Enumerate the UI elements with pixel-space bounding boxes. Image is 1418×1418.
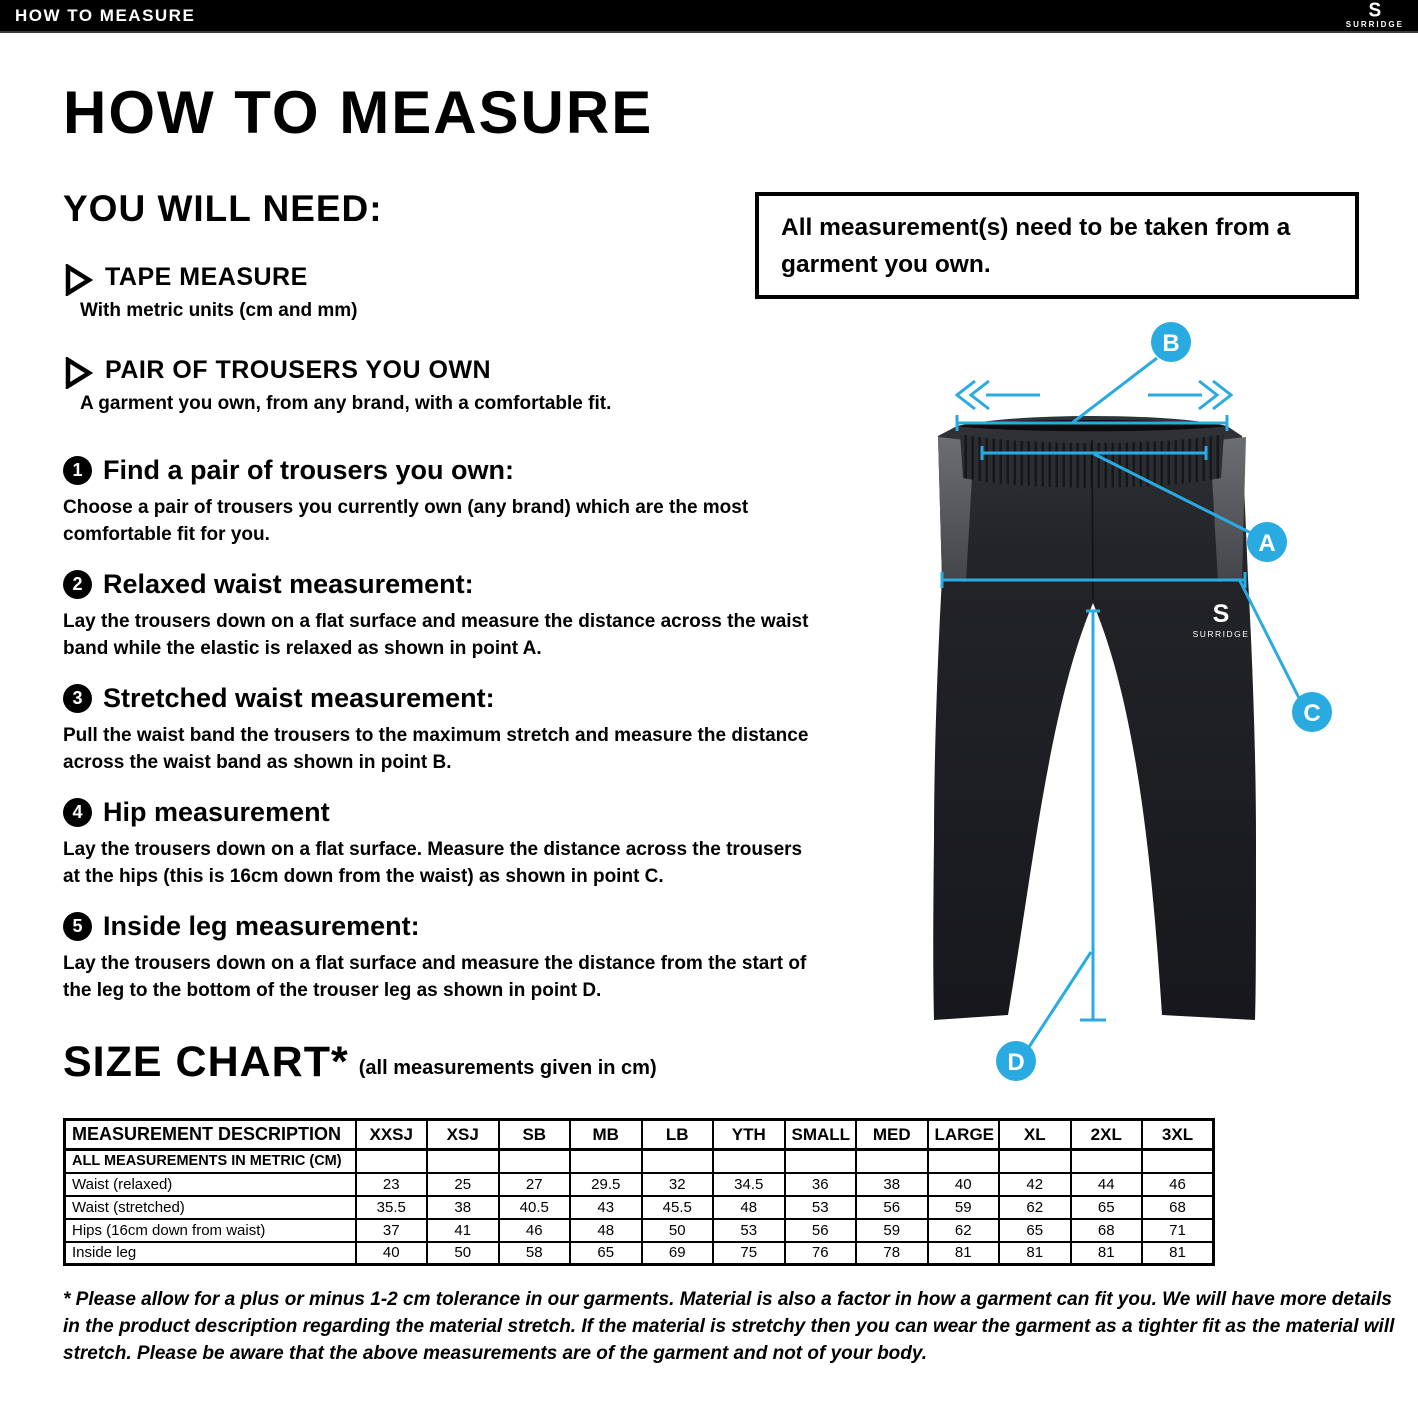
size-chart-cell <box>1142 1150 1214 1173</box>
size-chart-cell: 68 <box>1071 1219 1143 1242</box>
size-chart-header-size: LARGE <box>928 1120 1000 1150</box>
size-chart-cell: 48 <box>713 1196 785 1219</box>
size-chart-cell: 29.5 <box>570 1173 642 1196</box>
size-chart-metric-row <box>65 1150 1214 1173</box>
trousers-brand-wordmark: SURRIDGE <box>1192 629 1250 639</box>
triangle-bullet-icon <box>63 357 93 389</box>
size-chart-header-size: YTH <box>713 1120 785 1150</box>
step-description: Choose a pair of trousers you currently own (any brand) which are the most comfortable fit for you. <box>63 497 749 545</box>
size-chart-cell <box>642 1150 714 1173</box>
size-chart-cell: 38 <box>856 1173 928 1196</box>
size-chart-header-size: LB <box>642 1120 714 1150</box>
size-chart-cell: 43 <box>570 1196 642 1219</box>
size-chart-cell: 42 <box>999 1173 1071 1196</box>
size-chart-heading <box>63 1040 657 1084</box>
size-chart-header-size: 2XL <box>1071 1120 1143 1150</box>
size-chart-cell: 53 <box>785 1196 857 1219</box>
point-d-leader-line <box>1029 952 1091 1047</box>
step-number-badge: 2 <box>63 570 92 599</box>
trousers-diagram <box>890 320 1360 1090</box>
size-chart-row-label: Inside leg <box>65 1242 356 1265</box>
surridge-s-icon: S <box>1368 0 1382 22</box>
size-chart-cell: 65 <box>999 1219 1071 1242</box>
size-chart-header-size: XL <box>999 1120 1071 1150</box>
top-bar <box>0 0 1418 33</box>
size-chart-cell: 76 <box>785 1242 857 1265</box>
size-chart-cell: 71 <box>1142 1219 1214 1242</box>
size-chart-body <box>65 1150 1214 1265</box>
size-chart-cell <box>856 1150 928 1173</box>
size-chart-cell: 44 <box>1071 1173 1143 1196</box>
step-description: Lay the trousers down on a flat surface and measure the distance from the start of the leg to the bottom of the trouser leg as shown in point D. <box>63 953 807 1001</box>
surridge-s-icon: S <box>1212 600 1230 628</box>
size-chart-cell: 45.5 <box>642 1196 714 1219</box>
step-title: Find a pair of trousers you own: <box>103 455 515 485</box>
step-number-badge: 4 <box>63 798 92 827</box>
size-chart-cell: 65 <box>1071 1196 1143 1219</box>
step-5 <box>63 908 843 1004</box>
size-chart-cell: 40.5 <box>499 1196 571 1219</box>
step-title: Inside leg measurement: <box>103 911 420 941</box>
size-chart-table <box>63 1118 1215 1266</box>
size-chart-cell <box>499 1150 571 1173</box>
size-chart-cell: 62 <box>999 1196 1071 1219</box>
size-chart-cell: 81 <box>1071 1242 1143 1265</box>
tolerance-footnote: * Please allow for a plus or minus 1-2 cm tolerance in our garments. Material is also a factor in how a garment can fit you. We will have more details in the product description regarding the material stretch. If the material is stretchy then you can wear the garment as a tighter fit as the material will stretch. Please be aware that the above measurements are of the garment and not of your body. <box>63 1289 1395 1364</box>
size-chart-cell <box>356 1150 428 1173</box>
size-chart-cell: 36 <box>785 1173 857 1196</box>
step-description: Pull the waist band the trousers to the maximum stretch and measure the distance across the waist band as shown in point B. <box>63 725 809 773</box>
size-chart-cell: 32 <box>642 1173 714 1196</box>
point-label-a: A <box>1258 530 1276 557</box>
step-description: Lay the trousers down on a flat surface. Measure the distance across the trousers at the hips (this is 16cm down from the waist) as shown in point C. <box>63 839 803 887</box>
size-chart-cell <box>713 1150 785 1173</box>
size-chart-cell: 59 <box>928 1196 1000 1219</box>
need-item-description: A garment you own, from any brand, with a comfortable fit. <box>80 393 612 414</box>
step-title: Relaxed waist measurement: <box>103 569 474 599</box>
size-chart-cell: 78 <box>856 1242 928 1265</box>
point-label-d: D <box>1007 1049 1025 1076</box>
size-chart-cell: 81 <box>999 1242 1071 1265</box>
size-chart-row <box>65 1196 1214 1219</box>
size-chart-header-size: SMALL <box>785 1120 857 1150</box>
size-chart-cell: 56 <box>856 1196 928 1219</box>
size-chart-header-size: MB <box>570 1120 642 1150</box>
step-title: Hip measurement <box>103 797 330 827</box>
size-chart-header-size: XSJ <box>427 1120 499 1150</box>
size-chart-cell: 37 <box>356 1219 428 1242</box>
size-chart-cell: 69 <box>642 1242 714 1265</box>
size-chart-cell: ALL MEASUREMENTS IN METRIC (CM) <box>65 1150 356 1173</box>
size-chart-row-label: Waist (stretched) <box>65 1196 356 1219</box>
page-title: HOW TO MEASURE <box>63 79 654 146</box>
size-chart-header-size: MED <box>856 1120 928 1150</box>
size-chart-cell <box>785 1150 857 1173</box>
size-chart-row-label: Waist (relaxed) <box>65 1173 356 1196</box>
size-chart-cell: 65 <box>570 1242 642 1265</box>
step-title: Stretched waist measurement: <box>103 683 495 713</box>
size-chart-cell: 58 <box>499 1242 571 1265</box>
point-label-c: C <box>1303 700 1321 727</box>
need-item-trousers <box>63 355 683 417</box>
size-chart-cell: 46 <box>499 1219 571 1242</box>
size-chart-header-size: SB <box>499 1120 571 1150</box>
size-chart-cell <box>1071 1150 1143 1173</box>
size-chart-cell: 38 <box>427 1196 499 1219</box>
size-chart-cell: 25 <box>427 1173 499 1196</box>
step-description: Lay the trousers down on a flat surface and measure the distance across the waist band while the elastic is relaxed as shown in point A. <box>63 611 809 659</box>
inside-leg-measure-line <box>1080 611 1106 1020</box>
step-2 <box>63 566 843 662</box>
size-chart-cell <box>999 1150 1071 1173</box>
triangle-bullet-icon <box>63 264 93 296</box>
surridge-wordmark: SURRIDGE <box>1345 20 1404 29</box>
size-chart-header-description: MEASUREMENT DESCRIPTION <box>65 1120 356 1150</box>
size-chart-cell: 62 <box>928 1219 1000 1242</box>
size-chart-cell: 23 <box>356 1173 428 1196</box>
topbar-title: HOW TO MEASURE <box>15 5 196 25</box>
size-chart-cell: 48 <box>570 1219 642 1242</box>
point-b-leader-line <box>1072 358 1157 423</box>
size-chart-row-label: Hips (16cm down from waist) <box>65 1219 356 1242</box>
size-chart-cell: 35.5 <box>356 1196 428 1219</box>
size-chart-cell: 41 <box>427 1219 499 1242</box>
size-chart-header-size: 3XL <box>1142 1120 1214 1150</box>
size-chart-cell: 56 <box>785 1219 857 1242</box>
size-chart-cell <box>427 1150 499 1173</box>
step-3 <box>63 680 843 776</box>
size-chart-cell: 34.5 <box>713 1173 785 1196</box>
need-item-title: TAPE MEASURE <box>105 263 308 291</box>
steps-list <box>63 452 843 1022</box>
step-number-badge: 3 <box>63 684 92 713</box>
you-will-need-heading: YOU WILL NEED: <box>63 188 383 229</box>
size-chart-row <box>65 1242 1214 1265</box>
size-chart-row <box>65 1173 1214 1196</box>
size-chart-cell: 46 <box>1142 1173 1214 1196</box>
size-chart-cell: 81 <box>928 1242 1000 1265</box>
step-4 <box>63 794 843 890</box>
need-item-tape-measure <box>63 262 683 324</box>
size-chart-cell <box>928 1150 1000 1173</box>
trouser-center-seam <box>1092 440 1093 600</box>
size-chart-cell: 27 <box>499 1173 571 1196</box>
stretch-arrow-right-icon <box>1148 381 1231 409</box>
surridge-logo <box>1346 1 1404 29</box>
note-box <box>755 192 1359 299</box>
you-will-need-section <box>63 188 683 448</box>
size-chart-cell: 68 <box>1142 1196 1214 1219</box>
size-chart-cell: 59 <box>856 1219 928 1242</box>
point-label-b: B <box>1162 330 1180 357</box>
size-chart-row <box>65 1219 1214 1242</box>
stretch-arrow-left-icon <box>957 381 1040 409</box>
size-chart-cell: 50 <box>427 1242 499 1265</box>
need-item-description: With metric units (cm and mm) <box>80 300 358 321</box>
step-number-badge: 1 <box>63 456 92 485</box>
step-number-badge: 5 <box>63 912 92 941</box>
size-chart-cell: 53 <box>713 1219 785 1242</box>
size-chart-cell: 50 <box>642 1219 714 1242</box>
size-chart-header-row <box>65 1120 1214 1150</box>
size-chart-cell: 75 <box>713 1242 785 1265</box>
trouser-body <box>933 416 1256 1020</box>
note-text: All measurement(s) need to be taken from a garment you own. <box>781 213 1291 278</box>
size-chart-header-size: XXSJ <box>356 1120 428 1150</box>
size-chart-cell: 40 <box>928 1173 1000 1196</box>
size-chart-title: SIZE CHART* <box>63 1038 349 1086</box>
size-chart-cell: 81 <box>1142 1242 1214 1265</box>
size-chart-subtitle: (all measurements given in cm) <box>358 1057 657 1079</box>
size-chart-cell <box>570 1150 642 1173</box>
step-1 <box>63 452 843 548</box>
size-chart-cell: 40 <box>356 1242 428 1265</box>
need-item-title: PAIR OF TROUSERS YOU OWN <box>105 356 492 384</box>
